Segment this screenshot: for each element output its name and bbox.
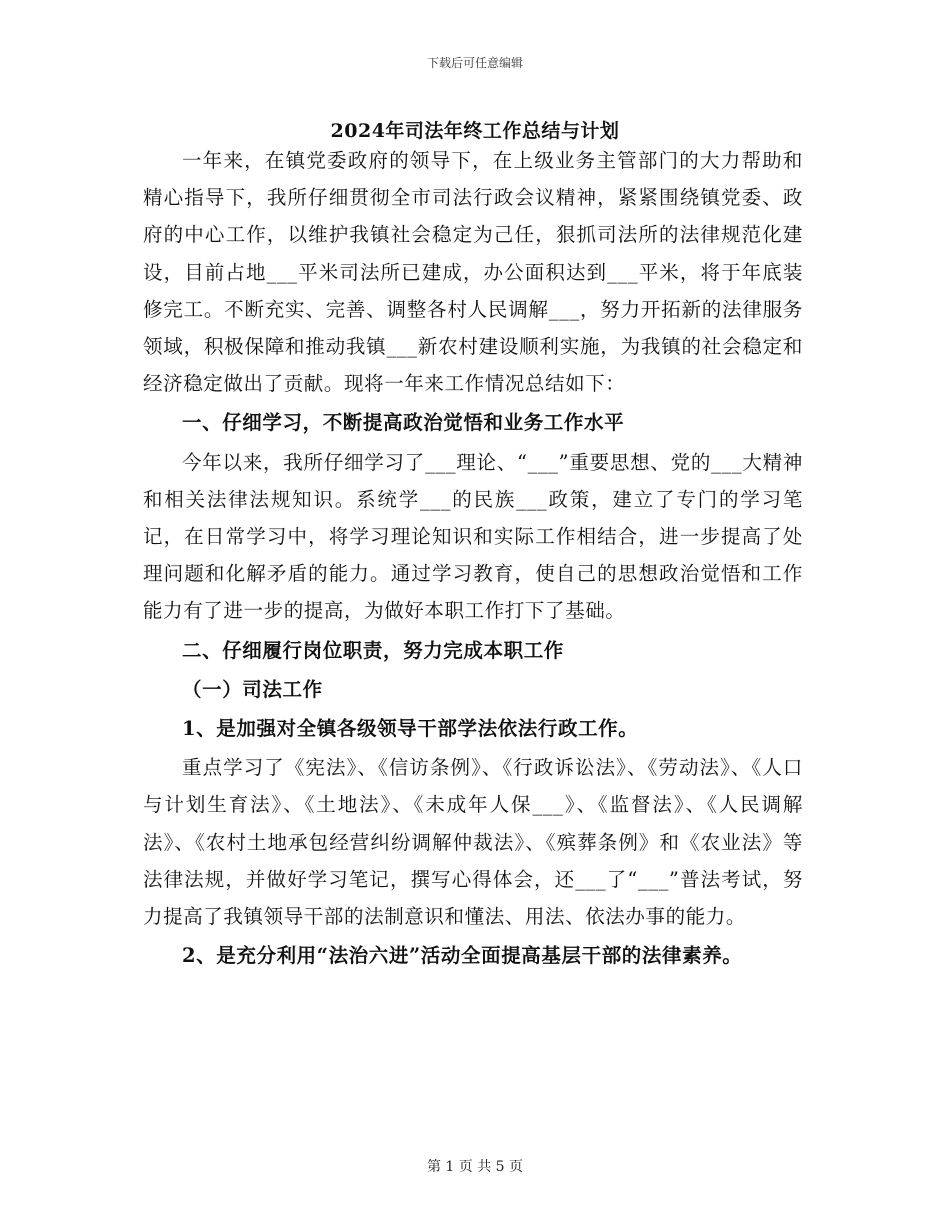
study-paragraph: 今年以来，我所仔细学习了___理论、“___”重要思想、党的___大精神和相关法律法规知识。系统学___的民族___政策，建立了专门的学习笔记，在日常学习中，将学习理论知识和实际工作相结合，进一步提高了处理问题和化解矛盾的能力。通过学习教育，使自己的思想政治觉悟和工作能力有了进一步的提高，为做好本职工作打下了基础。 (143, 450, 803, 623)
section-heading-1: 一、仔细学习，不断提高政治觉悟和业务工作水平 (182, 411, 625, 435)
section-heading-2: 二、仔细履行岗位职责，努力完成本职工作 (182, 638, 564, 662)
page-header-note: 下载后可任意编辑 (426, 56, 523, 70)
item-heading-1: 1、是加强对全镇各级领导干部学法依法行政工作。 (182, 717, 639, 741)
intro-paragraph: 一年来，在镇党委政府的领导下，在上级业务主管部门的大力帮助和精心指导下，我所仔细贯彻全市司法行政会议精神，紧紧围绕镇党委、政府的中心工作，以维护我镇社会稳定为己任，狠抓司法所的法律规范化建设，目前占地___平米司法所已建成，办公面积达到___平米，将于年底装修完工。不断充实、完善、调整各村人民调解___，努力开拓新的法律服务领域，积极保障和推动我镇___新农村建设顺利实施，为我镇的社会稳定和经济稳定做出了贡献。现将一年来工作情况总结如下： (143, 149, 803, 396)
subsection-heading-judicial: （一）司法工作 (182, 677, 323, 701)
document-body (143, 142, 803, 976)
page-number: 第 1 页 共 5 页 (426, 1159, 524, 1175)
item-heading-2: 2、是充分利用“法治六进”活动全面提高基层干部的法律素养。 (182, 944, 743, 968)
laws-paragraph: 重点学习了《宪法》、《信访条例》、《行政诉讼法》、《劳动法》、《人口与计划生育法》、《土地法》、《未成年人保___》、《监督法》、《人民调解法》、《农村土地承包经营纠纷调解仲裁法》、《殡葬条例》和《农业法》等法律法规，并做好学习笔记，撰写心得体会，还___了“___”普法考试，努力提高了我镇领导干部的法制意识和懂法、用法、依法办事的能力。 (143, 756, 803, 929)
document-title: 2024年司法年终工作总结与计划 (330, 120, 620, 142)
